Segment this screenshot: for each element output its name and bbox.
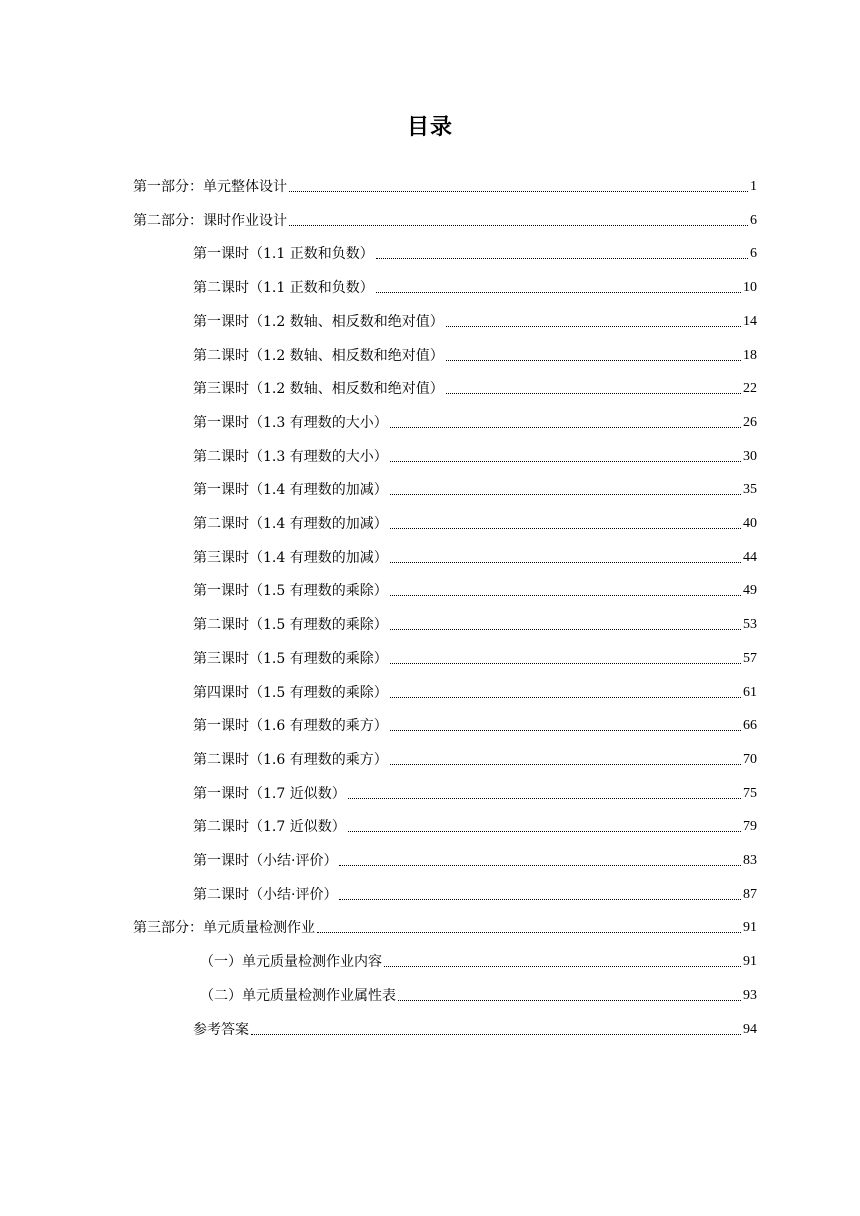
toc-dot-leader	[398, 999, 741, 1001]
toc-page-number: 75	[743, 785, 757, 801]
toc-page-number: 66	[743, 718, 757, 734]
toc-entry[interactable]	[200, 982, 757, 1006]
toc-dot-leader	[390, 628, 741, 630]
toc-dot-leader	[376, 257, 748, 259]
toc-page-number: 18	[743, 347, 757, 363]
toc-dot-leader	[446, 325, 741, 327]
toc-dot-leader	[446, 392, 741, 394]
toc-page-number: 49	[743, 583, 757, 599]
toc-entry-title: （一）单元质量检测作业内容	[200, 954, 382, 971]
toc-entry[interactable]	[193, 510, 757, 534]
toc-entry-title: 第三课时（1.2 数轴、相反数和绝对值）	[193, 381, 444, 398]
toc-entry-title: 第三课时（1.4 有理数的加减）	[193, 549, 388, 566]
toc-entry-title: 第二课时（1.7 近似数）	[193, 819, 346, 836]
toc-entry[interactable]	[193, 375, 757, 399]
toc-entry-title: 第一课时（1.2 数轴、相反数和绝对值）	[193, 313, 444, 330]
toc-page-number: 94	[743, 1021, 757, 1037]
toc-page-number: 91	[743, 954, 757, 970]
toc-page-number: 53	[743, 617, 757, 633]
toc-page-number: 44	[743, 549, 757, 565]
toc-entry-title: 第一课时（小结·评价）	[193, 853, 338, 869]
toc-dot-leader	[390, 493, 741, 495]
page-title: 目录	[406, 114, 453, 140]
toc-entry[interactable]	[193, 240, 757, 264]
toc-entry[interactable]	[193, 476, 757, 500]
toc-entry[interactable]	[193, 780, 757, 804]
toc-page-number: 22	[743, 381, 757, 397]
toc-entry[interactable]	[193, 274, 757, 298]
toc-entry-title: 第二课时（1.2 数轴、相反数和绝对值）	[193, 347, 444, 364]
toc-dot-leader	[251, 1033, 741, 1035]
toc-entry[interactable]	[193, 443, 757, 467]
toc-entry-title: 第三部分：单元质量检测作业	[133, 920, 315, 937]
toc-entry[interactable]	[193, 881, 757, 905]
toc-page-number: 79	[743, 819, 757, 835]
toc-entry-title: 第一课时（1.6 有理数的乘方）	[193, 718, 388, 735]
toc-entry-title: 第一部分：单元整体设计	[133, 179, 287, 195]
toc-entry[interactable]	[193, 308, 757, 332]
toc-entry[interactable]	[133, 914, 757, 938]
toc-dot-leader	[390, 460, 741, 462]
toc-entry[interactable]	[133, 207, 757, 231]
toc-page-number: 26	[743, 414, 757, 430]
toc-dot-leader	[390, 696, 741, 698]
toc-entry-title: 第二课时（1.1 正数和负数）	[193, 280, 374, 297]
toc-page-number: 61	[743, 684, 757, 700]
toc-dot-leader	[390, 763, 741, 765]
toc-page-number: 40	[743, 516, 757, 531]
toc-page-number: 35	[743, 482, 757, 498]
toc-dot-leader	[390, 594, 741, 596]
toc-entry-title: 参考答案	[193, 1021, 249, 1038]
toc-entry[interactable]	[193, 611, 757, 635]
toc-entry-title: 第二课时（1.4 有理数的加减）	[193, 516, 388, 532]
toc-dot-leader	[390, 561, 741, 563]
toc-dot-leader	[348, 797, 741, 799]
toc-entry-title: （二）单元质量检测作业属性表	[200, 987, 396, 1004]
toc-entry-title: 第三课时（1.5 有理数的乘除）	[193, 650, 388, 667]
toc-entry[interactable]	[193, 342, 757, 366]
toc-entry-title: 第四课时（1.5 有理数的乘除）	[193, 684, 388, 701]
toc-dot-leader	[446, 359, 741, 361]
toc-entry-title: 第二部分：课时作业设计	[133, 212, 287, 229]
toc-dot-leader	[317, 931, 741, 933]
toc-dot-leader	[390, 527, 741, 529]
toc-entry[interactable]	[193, 544, 757, 568]
toc-page-number: 10	[743, 280, 757, 296]
toc-entry-title: 第一课时（1.1 正数和负数）	[193, 246, 374, 263]
toc-entry[interactable]	[193, 813, 757, 837]
toc-entry[interactable]	[200, 948, 757, 972]
toc-entry[interactable]	[193, 1016, 757, 1040]
toc-entry[interactable]	[193, 409, 757, 433]
toc-entry-title: 第二课时（1.3 有理数的大小）	[193, 448, 388, 465]
toc-page-number: 87	[743, 886, 757, 902]
toc-page-number: 83	[743, 853, 757, 868]
toc-entry[interactable]	[193, 645, 757, 669]
toc-entry-title: 第一课时（1.3 有理数的大小）	[193, 414, 388, 431]
toc-page-number: 91	[743, 920, 757, 936]
toc-dot-leader	[384, 965, 741, 967]
toc-entry-title: 第一课时（1.4 有理数的加减）	[193, 482, 388, 499]
toc-dot-leader	[289, 224, 748, 226]
toc-dot-leader	[348, 830, 741, 832]
toc-page-number: 6	[750, 246, 757, 262]
toc-entry[interactable]	[193, 712, 757, 736]
toc-entry-title: 第二课时（1.5 有理数的乘除）	[193, 617, 388, 634]
toc-page-number: 6	[750, 212, 757, 228]
toc-dot-leader	[339, 864, 741, 866]
toc-dot-leader	[390, 426, 741, 428]
toc-dot-leader	[339, 898, 741, 900]
toc-page-number: 70	[743, 751, 757, 767]
toc-entry-title: 第二课时（小结·评价）	[193, 886, 338, 903]
toc-page-number: 57	[743, 650, 757, 666]
toc-page-number: 1	[750, 179, 757, 194]
toc-dot-leader	[390, 729, 741, 731]
toc-entry[interactable]	[193, 577, 757, 601]
toc-dot-leader	[289, 190, 748, 192]
toc-dot-leader	[390, 662, 741, 664]
toc-entry-title: 第二课时（1.6 有理数的乘方）	[193, 751, 388, 768]
toc-entry-title: 第一课时（1.5 有理数的乘除）	[193, 583, 388, 600]
toc-entry[interactable]	[193, 847, 757, 871]
toc-entry[interactable]	[193, 679, 757, 703]
toc-dot-leader	[376, 291, 741, 293]
toc-entry[interactable]	[193, 746, 757, 770]
toc-page-number: 93	[743, 987, 757, 1003]
toc-page-number: 30	[743, 448, 757, 464]
toc-page-number: 14	[743, 313, 757, 329]
toc-entry[interactable]	[133, 173, 757, 197]
toc-entry-title: 第一课时（1.7 近似数）	[193, 785, 346, 802]
